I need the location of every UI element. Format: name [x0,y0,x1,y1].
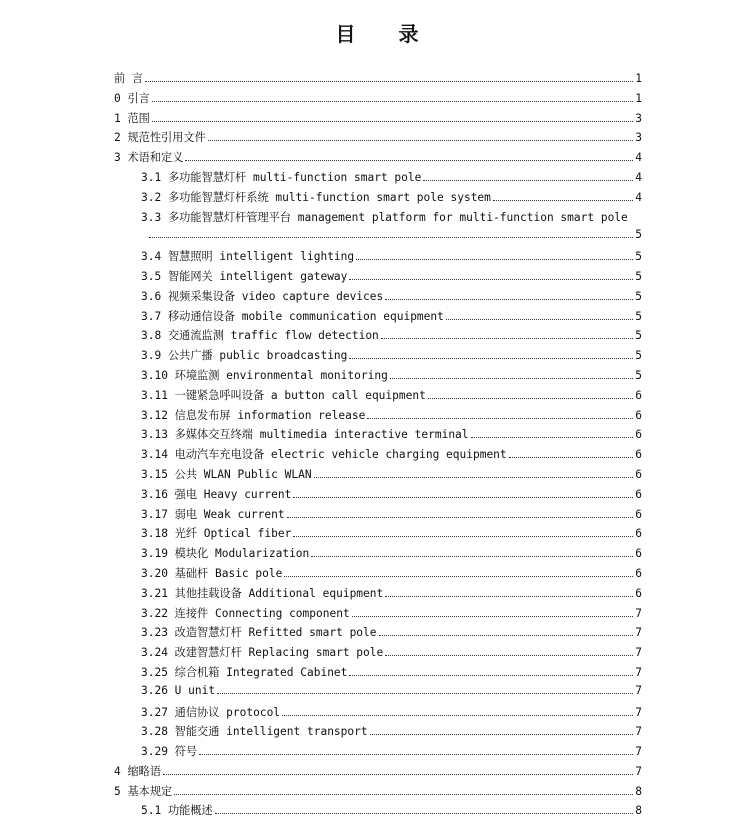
dot-leader [493,200,633,201]
toc-entry-label: 3.17 弱电 Weak current [141,507,285,521]
toc-entry-page: 6 [635,586,642,600]
toc-entry-label: 3.10 环境监测 environmental monitoring [141,368,388,382]
toc-entry-page: 5 [635,329,642,343]
toc-entry-page: 5 [635,269,642,283]
toc-entry-page: 7 [635,764,642,778]
toc-entry[interactable] [114,664,642,684]
dot-leader [390,378,633,379]
toc-entry[interactable] [114,129,642,149]
toc-entry-page: 1 [635,72,642,85]
dot-leader [349,279,633,280]
toc-entry-label: 3.27 通信协议 protocol [141,705,281,719]
toc-entry-page: 7 [635,725,642,739]
toc-entry-page: 6 [635,527,642,541]
dot-leader [367,418,633,419]
toc-entry[interactable] [114,347,642,367]
toc-entry-page: 6 [635,547,642,561]
toc-entry-label: 3.23 改造智慧灯杆 Refitted smart pole [141,626,377,640]
toc-entry-label: 3 术语和定义 [114,151,184,165]
toc-entry-label: 3.9 公共广播 public broadcasting [141,349,348,363]
toc-entry[interactable] [114,407,642,427]
toc-entry[interactable] [114,90,642,110]
toc-entry-page: 5 [635,228,642,242]
toc-entry-label: 3.25 综合机箱 Integrated Cabinet [141,665,348,679]
dot-leader [385,596,633,597]
dot-leader [215,813,633,814]
toc-entry-page: 6 [635,507,642,521]
dot-leader [185,160,633,161]
toc-entry[interactable] [114,684,642,704]
toc-entry[interactable] [114,367,642,387]
dot-leader [356,259,633,260]
dot-leader [163,774,633,775]
dot-leader [287,517,633,518]
toc-entry-label: 3.11 一键紧急呼叫设备 a button call equipment [141,388,426,402]
toc-entry-page: 7 [635,665,642,679]
toc-entry[interactable] [114,704,642,724]
toc-entry-label: 3.4 智慧照明 intelligent lighting [141,250,355,264]
toc-entry-page: 5 [635,368,642,382]
toc-entry-label: 3.24 改建智慧灯杆 Replacing smart pole [141,646,384,660]
toc-entry-label: 3.3 多功能智慧灯杆管理平台 management platform for multi-function smart pole [141,210,628,224]
toc-entry-label: 3.12 信息发布屏 information release [141,408,366,422]
toc-entry-label: 3.18 光纤 Optical fiber [141,527,292,541]
dot-leader [145,81,633,82]
table-of-contents [114,70,642,822]
toc-entry[interactable] [114,644,642,664]
toc-entry-label: 3.22 连接件 Connecting component [141,606,350,620]
toc-entry-label: 3.15 公共 WLAN Public WLAN [141,467,312,481]
toc-entry-page: 6 [635,448,642,462]
toc-entry-label: 0 引言 [114,91,150,105]
toc-entry-label: 2 规范性引用文件 [114,131,206,145]
toc-entry-label: 3.6 视频采集设备 video capture devices [141,289,384,303]
toc-entry-label: 3.21 其他挂载设备 Additional equipment [141,586,384,600]
toc-entry[interactable] [114,783,642,803]
toc-entry-label: 3.1 多功能智慧灯杆 multi-function smart pole [141,170,422,184]
toc-entry[interactable] [114,426,642,446]
dot-leader [149,237,633,238]
toc-entry-page: 5 [635,349,642,363]
dot-leader [174,794,633,795]
toc-entry-label: 3.28 智能交通 intelligent transport [141,725,368,739]
toc-entry-page: 3 [635,111,642,125]
dot-leader [379,635,633,636]
toc-entry-label: 3.7 移动通信设备 mobile communication equipment [141,309,444,323]
dot-leader [152,121,633,122]
toc-entry[interactable] [114,486,642,506]
toc-entry[interactable] [114,70,642,90]
toc-entry[interactable] [114,585,642,605]
toc-entry-page: 4 [635,190,642,204]
toc-entry-page: 8 [635,784,642,798]
toc-entry-page: 5 [635,250,642,264]
toc-entry-page: 7 [635,646,642,660]
dot-leader [385,299,633,300]
toc-entry-label: 1 范围 [114,111,150,125]
toc-entry-page: 6 [635,487,642,501]
toc-entry-page: 5 [635,309,642,323]
dot-leader [349,358,633,359]
toc-entry[interactable] [114,723,642,743]
toc-entry-label: 4 缩略语 [114,764,162,778]
toc-entry[interactable] [114,387,642,407]
dot-leader [217,693,633,694]
toc-entry-label: 3.26 U unit [141,683,216,697]
toc-entry[interactable] [114,525,642,545]
toc-entry[interactable] [114,110,642,130]
toc-entry[interactable] [114,545,642,565]
dot-leader [282,715,633,716]
toc-entry-page: 8 [635,804,642,818]
toc-entry[interactable] [114,446,642,466]
toc-entry[interactable] [114,763,642,783]
toc-entry[interactable] [114,209,642,229]
dot-leader [471,437,633,438]
toc-entry-page: 1 [635,91,642,105]
dot-leader [284,576,633,577]
dot-leader [311,556,633,557]
toc-entry-label: 5 基本规定 [114,784,173,798]
toc-entry-label: 3.5 智能网关 intelligent gateway [141,269,348,283]
toc-entry-page: 6 [635,467,642,481]
dot-leader [428,398,633,399]
toc-entry-page: 7 [635,683,642,697]
toc-entry[interactable] [114,169,642,189]
toc-entry[interactable] [114,743,642,763]
toc-entry[interactable] [114,802,642,822]
dot-leader [352,616,633,617]
toc-entry[interactable] [114,565,642,585]
dot-leader [385,655,633,656]
toc-entry[interactable] [114,605,642,625]
toc-entry-page: 7 [635,606,642,620]
dot-leader [314,477,633,478]
toc-entry[interactable] [114,288,642,308]
dot-leader [423,180,633,181]
toc-entry[interactable] [114,327,642,347]
toc-entry-page: 6 [635,428,642,442]
toc-entry-page: 7 [635,705,642,719]
dot-leader [293,497,633,498]
toc-entry-label: 3.16 强电 Heavy current [141,487,292,501]
toc-entry[interactable] [114,189,642,209]
toc-entry-label: 3.14 电动汽车充电设备 electric vehicle charging equipment [141,448,507,462]
toc-entry-page: 6 [635,408,642,422]
dot-leader [208,140,633,141]
toc-entry-label: 5.1 功能概述 [141,804,213,818]
toc-entry-page: 3 [635,131,642,145]
toc-entry-label: 前 言 [114,72,144,85]
toc-entry[interactable] [114,149,642,169]
toc-entry[interactable] [114,506,642,526]
toc-entry-page: 4 [635,170,642,184]
toc-entry[interactable] [114,624,642,644]
dot-leader [509,457,633,458]
toc-entry-page: 4 [635,151,642,165]
toc-entry-label: 3.8 交通流监测 traffic flow detection [141,329,379,343]
toc-entry[interactable] [114,308,642,328]
toc-entry-label: 3.20 基础杆 Basic pole [141,566,283,580]
toc-entry-label: 3.19 模块化 Modularization [141,547,310,561]
toc-entry[interactable] [114,268,642,288]
toc-entry-page: 6 [635,388,642,402]
dot-leader [152,101,633,102]
dot-leader [370,734,633,735]
dot-leader [199,754,633,755]
toc-entry-continuation[interactable] [114,228,642,248]
toc-entry-page: 6 [635,566,642,580]
dot-leader [349,675,633,676]
toc-entry-label: 3.13 多媒体交互终端 multimedia interactive terminal [141,428,469,442]
dot-leader [446,319,633,320]
toc-entry[interactable] [114,248,642,268]
toc-entry-page: 7 [635,626,642,640]
toc-entry-page: 5 [635,289,642,303]
page-title: 目 录 [335,22,437,46]
dot-leader [381,338,633,339]
toc-entry-page: 7 [635,745,642,759]
toc-entry-label: 3.29 符号 [141,745,198,759]
toc-entry[interactable] [114,466,642,486]
toc-entry-label: 3.2 多功能智慧灯杆系统 multi-function smart pole system [141,190,491,204]
dot-leader [293,536,633,537]
